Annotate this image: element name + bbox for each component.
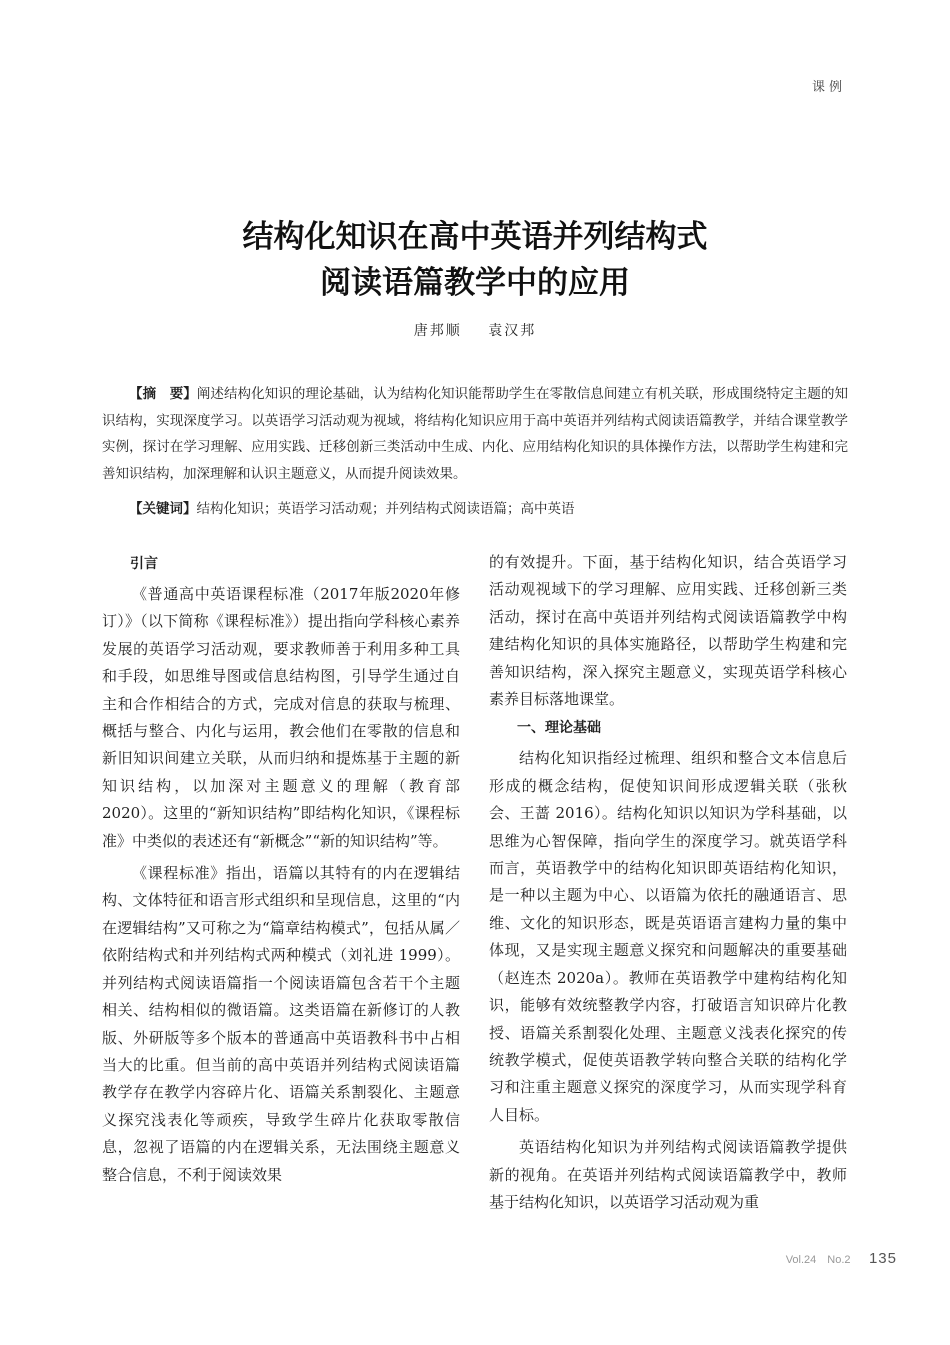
abstract-label: 【摘 要】 <box>129 386 197 402</box>
author-name: 袁汉邦 <box>488 323 537 339</box>
section-label: 课例 <box>811 80 846 95</box>
author-name: 唐邦顺 <box>413 323 462 339</box>
intro-heading: 引言 <box>130 556 158 572</box>
keywords-paragraph <box>102 496 848 523</box>
title-line-2: 阅读语篇教学中的应用 <box>320 265 630 301</box>
volume-info: Vol.24 No.2 <box>785 1254 851 1266</box>
keywords-text: 结构化知识；英语学习活动观；并列结构式阅读语篇；高中英语 <box>196 501 575 517</box>
section-heading: 一、理论基础 <box>517 720 601 737</box>
body-paragraph: 结构化知识指经过梳理、组织和整合文本信息后形成的概念结构，促使知识间形成逻辑关联（张秋会、王蔷 2016）。结构化知识以知识为学科基础，以思维为心智保障，指向学生的深度学习。就英语学科而言，英语教学中的结构化知识即英语结构化知识，是一种以主题为中心、以语篇为依托的融通语言、思维、文化的知识形态，既是英语语言建构力量的集中体现，又是实现主题意义探究和问题解决的重要基础（赵连杰 2020a）。教师在英语教学中建构结构化知识，能够有效统整教学内容，打破语言知识碎片化教授、语篇关系割裂化处理、主题意义浅表化探究的传统教学模式，促使英语教学转向整合关联的结构化学习和注重主题意义探究的深度学习，从而实现学科育人目标。 <box>489 749 847 1124</box>
abstract-paragraph <box>102 381 848 487</box>
body-paragraph: 《课程标准》指出，语篇以其特有的内在逻辑结构、文体特征和语言形式组织和呈现信息，这里的“内在逻辑结构”又可称之为“篇章结构模式”，包括从属／依附结构式和并列结构式两种模式（刘礼进 1999）。并列结构式阅读语篇指一个阅读语篇包含若干个主题相关、结构相似的微语篇。这类语篇在新修订的人教版、外研版等多个版本的普通高中英语教科书中占相当大的比重。但当前的高中英语并列结构式阅读语篇教学存在教学内容碎片化、语篇关系割裂化、主题意义探究浅表化等顽疾，导致学生碎片化获取零散信息，忽视了语篇的内在逻辑关系，无法围绕主题意义整合信息，不利于阅读效果 <box>102 864 460 1184</box>
page-number: 135 <box>868 1250 897 1267</box>
left-column <box>102 549 460 1189</box>
abstract-text: 阐述结构化知识的理论基础，认为结构化知识能帮助学生在零散信息间建立有机关联，形成围绕特定主题的知识结构，实现深度学习。以英语学习活动观为视域，将结构化知识应用于高中英语并列结构式阅读语篇教学，并结合课堂教学实例，探讨在学习理解、应用实践、迁移创新三类活动中生成、内化、应用结构化知识的具体操作方法，以帮助学生构建和完善知识结构，加深理解和认识主题意义，从而提升阅读效果。 <box>102 386 849 482</box>
abstract-block <box>102 381 848 523</box>
right-column <box>489 549 847 1216</box>
body-paragraph: 英语结构化知识为并列结构式阅读语篇教学提供新的视角。在英语并列结构式阅读语篇教学中，教师基于结构化知识，以英语学习活动观为重 <box>489 1138 847 1211</box>
body-paragraph: 《普通高中英语课程标准（2017年版2020年修订）》（以下简称《课程标准》）提出指向学科核心素养发展的英语学习活动观，要求教师善于利用多种工具和手段，如思维导图或信息结构图，引导学生通过自主和合作相结合的方式，完成对信息的获取与梳理、概括与整合、内化与运用，教会他们在零散的信息和新旧知识间建立关联，从而归纳和提炼基于主题的新知识结构，以加深对主题意义的理解（教育部 2020）。这里的“新知识结构”即结构化知识，《课程标准》中类似的表述还有“新概念”“新的知识结构”等。 <box>102 585 460 850</box>
author-list <box>0 320 950 340</box>
body-paragraph-continued: 的有效提升。下面，基于结构化知识，结合英语学习活动观视域下的学习理解、应用实践、迁移创新三类活动，探讨在高中英语并列结构式阅读语篇教学中构建结构化知识的具体实施路径，以帮助学生构建和完善知识结构，深入探究主题意义，实现英语学科核心素养目标落地课堂。 <box>489 553 847 709</box>
keywords-label: 【关键词】 <box>129 501 197 517</box>
title-line-1: 结构化知识在高中英语并列结构式 <box>242 219 708 255</box>
article-title <box>0 214 950 306</box>
page-footer <box>786 1250 897 1268</box>
